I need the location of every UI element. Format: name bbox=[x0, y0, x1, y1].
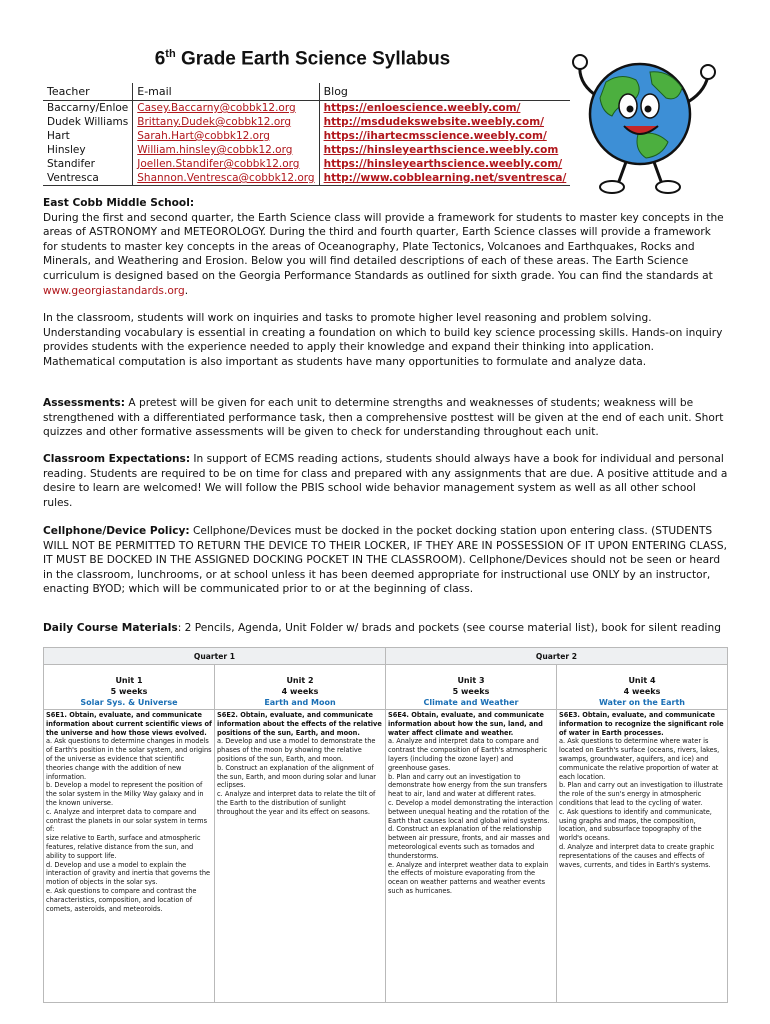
classroom-text: In the classroom, students will work on inquiries and tasks to promote higher level reasoning and problem solving. Understanding vocabulary is essential in creating a foundation on which to build key science processing skills. Hands-on inquiry provides students with the experience needed to apply their knowledge and expand their thinking into application. Mathematical computation is also important as students have many opportunities to formulate and analyze data. bbox=[43, 312, 723, 368]
assessments-text: A pretest will be given for each unit to determine strengths and weaknesses of students; weakness will be strengthened with a differentiated performance task, then a comprehensive posttest will be given at the end of each unit. Short quizzes and other formative assessments will be given to check for understanding throughout each unit. bbox=[43, 397, 724, 439]
materials-section bbox=[43, 621, 728, 636]
unit-header: Unit 3 5 weeks Climate and Weather bbox=[386, 665, 557, 710]
email-link[interactable]: Casey.Baccarny@cobbk12.org bbox=[137, 102, 296, 114]
column-header-email: E-mail bbox=[133, 83, 319, 101]
blog-link[interactable]: https://enloescience.weebly.com/ bbox=[323, 102, 521, 114]
unit-header: Unit 2 4 weeks Earth and Moon bbox=[215, 665, 386, 710]
email-link[interactable]: Shannon.Ventresca@cobbk12.org bbox=[137, 172, 315, 184]
blog-link[interactable]: https://hinsleyearthscience.weebly.com/ bbox=[323, 158, 563, 170]
table-row bbox=[43, 101, 570, 116]
email-link[interactable]: Joellen.Standifer@cobbk12.org bbox=[137, 158, 300, 170]
table-row bbox=[43, 129, 570, 143]
table-row bbox=[43, 157, 570, 171]
blog-link[interactable]: https://hinsleyearthscience.weebly.com bbox=[323, 144, 559, 156]
teacher-name: Baccarny/Enloe bbox=[43, 101, 133, 116]
blog-link[interactable]: http://www.cobblearning.net/sventresca/ bbox=[323, 172, 567, 184]
standards-link[interactable]: www.georgiastandards.org bbox=[43, 284, 185, 297]
materials-label: Daily Course Materials bbox=[43, 622, 178, 634]
expectations-text: In support of ECMS reading actions, students should always have a book for individual and personal reading. Students are required to be on time for class and prepared with any assignments that are due. A positive attitude and a desire to learn are welcomed! We will follow the PBIS school wide behavior management system as well as all other school rules. bbox=[43, 453, 728, 509]
cellphone-section bbox=[43, 524, 728, 597]
unit-standards: S6E4. Obtain, evaluate, and communicate information about how the sun, land, and water affect climate and weather. a. Analyze and interpret data to compare and contrast the composition of Earth's atmospheric layers (including the ozone layer) and greenhouse gases. b. Plan and carry out an investigation to demonstrate how energy from the sun transfers heat to air, land and water at different rates. c. Develop a model demonstrating the interaction between unequal heating and the rotation of the Earth that causes local and global wind systems. d. Construct an explanation of the relationship between air pressure, fronts, and air masses and meteorological events such as tornados and thunderstorms. e. Analyze and interpret weather data to explain the effects of moisture evaporating from the ocean on weather patterns and weather events such as hurricanes. bbox=[386, 710, 557, 1003]
unit-header: Unit 4 4 weeks Water on the Earth bbox=[557, 665, 728, 710]
column-header-teacher: Teacher bbox=[43, 83, 133, 101]
page-title: 6th Grade Earth Science Syllabus bbox=[154, 48, 451, 70]
unit-standards: S6E3. Obtain, evaluate, and communicate information to recognize the significant role of water in Earth processes. a. Ask questions to determine where water is located on Earth's surface (oceans, rivers, lakes, swamps, groundwater, aquifers, and ice) and communicate the relative proportion of water at each location. b. Plan and carry out an investigation to illustrate the role of the sun's energy in atmospheric conditions that lead to the cycling of water. c. Ask questions to identify and communicate, using graphs and maps, the composition, location, and subsurface topography of the world's oceans. d. Analyze and interpret data to create graphic representations of the causes and effects of waves, currents, and tides in Earth's systems. bbox=[557, 710, 728, 1003]
intro-section: East Cobb Middle School: During the first and second quarter, the Earth Science class will provide a framework for students to master key concepts in the areas of ASTRONOMY and METEOROLOGY. During the third and fourth quarter, Earth Science classes will provide a framework for students to master key concepts in the areas of Oceanography, Plate Tectonics, Volcanoes and Earthquakes, Rocks and Minerals, and Weathering and Erosion. Below you will find detailed descriptions of each of these areas. The Earth Science curriculum is designed based on the Georgia Performance Standards as outlined for sixth grade. You can find the standards at www.georgiastandards.org. bbox=[43, 197, 724, 297]
earth-cartoon-icon bbox=[566, 42, 716, 197]
cellphone-label: Cellphone/Device Policy: bbox=[43, 525, 190, 537]
unit-header: Unit 1 5 weeks Solar Sys. & Universe bbox=[44, 665, 215, 710]
email-link[interactable]: William.hinsley@cobbk12.org bbox=[137, 144, 293, 156]
table-row bbox=[43, 115, 570, 129]
expectations-label: Classroom Expectations: bbox=[43, 453, 191, 465]
column-header-blog: Blog bbox=[319, 83, 570, 101]
intro-text: During the first and second quarter, the Earth Science class will provide a framework for students to master key concepts in the areas of ASTRONOMY and METEOROLOGY. During the third and fourth quarter, Earth Science classes will provide a framework for students to master key concepts in the areas of Oceanography, Plate Tectonics, Volcanoes and Earthquakes, Rocks and Minerals, and Weathering and Erosion. Below you will find detailed descriptions of each of these areas. The Earth Science curriculum is designed based on the Georgia Performance Standards as outlined for sixth grade. You can find the standards at bbox=[43, 211, 724, 282]
quarter-2-header: Quarter 2 bbox=[386, 648, 728, 665]
intro-heading: East Cobb Middle School: bbox=[43, 197, 195, 209]
assessments-label: Assessments: bbox=[43, 397, 125, 409]
teacher-contact-table bbox=[43, 83, 570, 186]
expectations-section bbox=[43, 452, 728, 510]
assessments-section bbox=[43, 396, 728, 440]
cellphone-text: Cellphone/Devices must be docked in the pocket docking station upon entering class. (STUDENTS WILL NOT BE PERMITTED TO RETURN THE DEVICE TO THEIR LOCKER, IF THEY ARE IN POSSESSION OF IT UPON ENTERING CLASS, IT MUST BE DOCKED IN THE ASSIGNED DOCKING POCKET IN THE CLASSROOM). Cellphone/Devices should not be seen or heard in the classroom, lunchrooms, or at school unless it has been deemed appropriate for instructional use ONLY by an instructor, enacting BYOD; which will be communicated prior to or at the beginning of class. bbox=[43, 525, 727, 596]
teacher-name: Ventresca bbox=[43, 171, 133, 186]
unit-standards: S6E2. Obtain, evaluate, and communicate information about the effects of the relative positions of the sun, Earth, and moon. a. Develop and use a model to demonstrate the phases of the moon by showing the relative positions of the sun, Earth, and moon. b. Construct an explanation of the alignment of the sun, Earth, and moon during solar and lunar eclipses. c. Analyze and interpret data to relate the tilt of the Earth to the distribution of sunlight throughout the year and its effect on seasons. bbox=[215, 710, 386, 1003]
unit-standards: S6E1. Obtain, evaluate, and communicate information about current scientific views of the universe and how those views evolved. a. Ask questions to determine changes in models of Earth's position in the solar system, and origins of the universe as evidence that scientific theories change with the addition of new information. b. Develop a model to represent the position of the solar system in the Milky Way galaxy and in the known universe. c. Analyze and interpret data to compare and contrast the planets in our solar system in terms of: size relative to Earth, surface and atmospheric features, relative distance from the sun, and ability to support life. d. Develop and use a model to explain the interaction of gravity and inertia that governs the motion of objects in the solar sys. e. Ask questions to compare and contrast the characteristics, composition, and location of comets, asteroids, and meteoroids. bbox=[44, 710, 215, 1003]
blog-link[interactable]: http://msdudekswebsite.weebly.com/ bbox=[323, 116, 545, 128]
email-link[interactable]: Sarah.Hart@cobbk12.org bbox=[137, 130, 270, 142]
materials-text: : 2 Pencils, Agenda, Unit Folder w/ brads and pockets (see course material list), book for silent reading bbox=[177, 622, 721, 634]
table-row bbox=[43, 143, 570, 157]
teacher-name: Hart bbox=[43, 129, 133, 143]
blog-link[interactable]: https://ihartecmsscience.weebly.com/ bbox=[323, 130, 547, 142]
classroom-section bbox=[43, 311, 728, 369]
unit-schedule-table bbox=[43, 647, 728, 1003]
quarter-1-header: Quarter 1 bbox=[44, 648, 386, 665]
email-link[interactable]: Brittany.Dudek@cobbk12.org bbox=[137, 116, 292, 128]
teacher-name: Standifer bbox=[43, 157, 133, 171]
teacher-name: Dudek Williams bbox=[43, 115, 133, 129]
table-row bbox=[43, 171, 570, 186]
teacher-name: Hinsley bbox=[43, 143, 133, 157]
